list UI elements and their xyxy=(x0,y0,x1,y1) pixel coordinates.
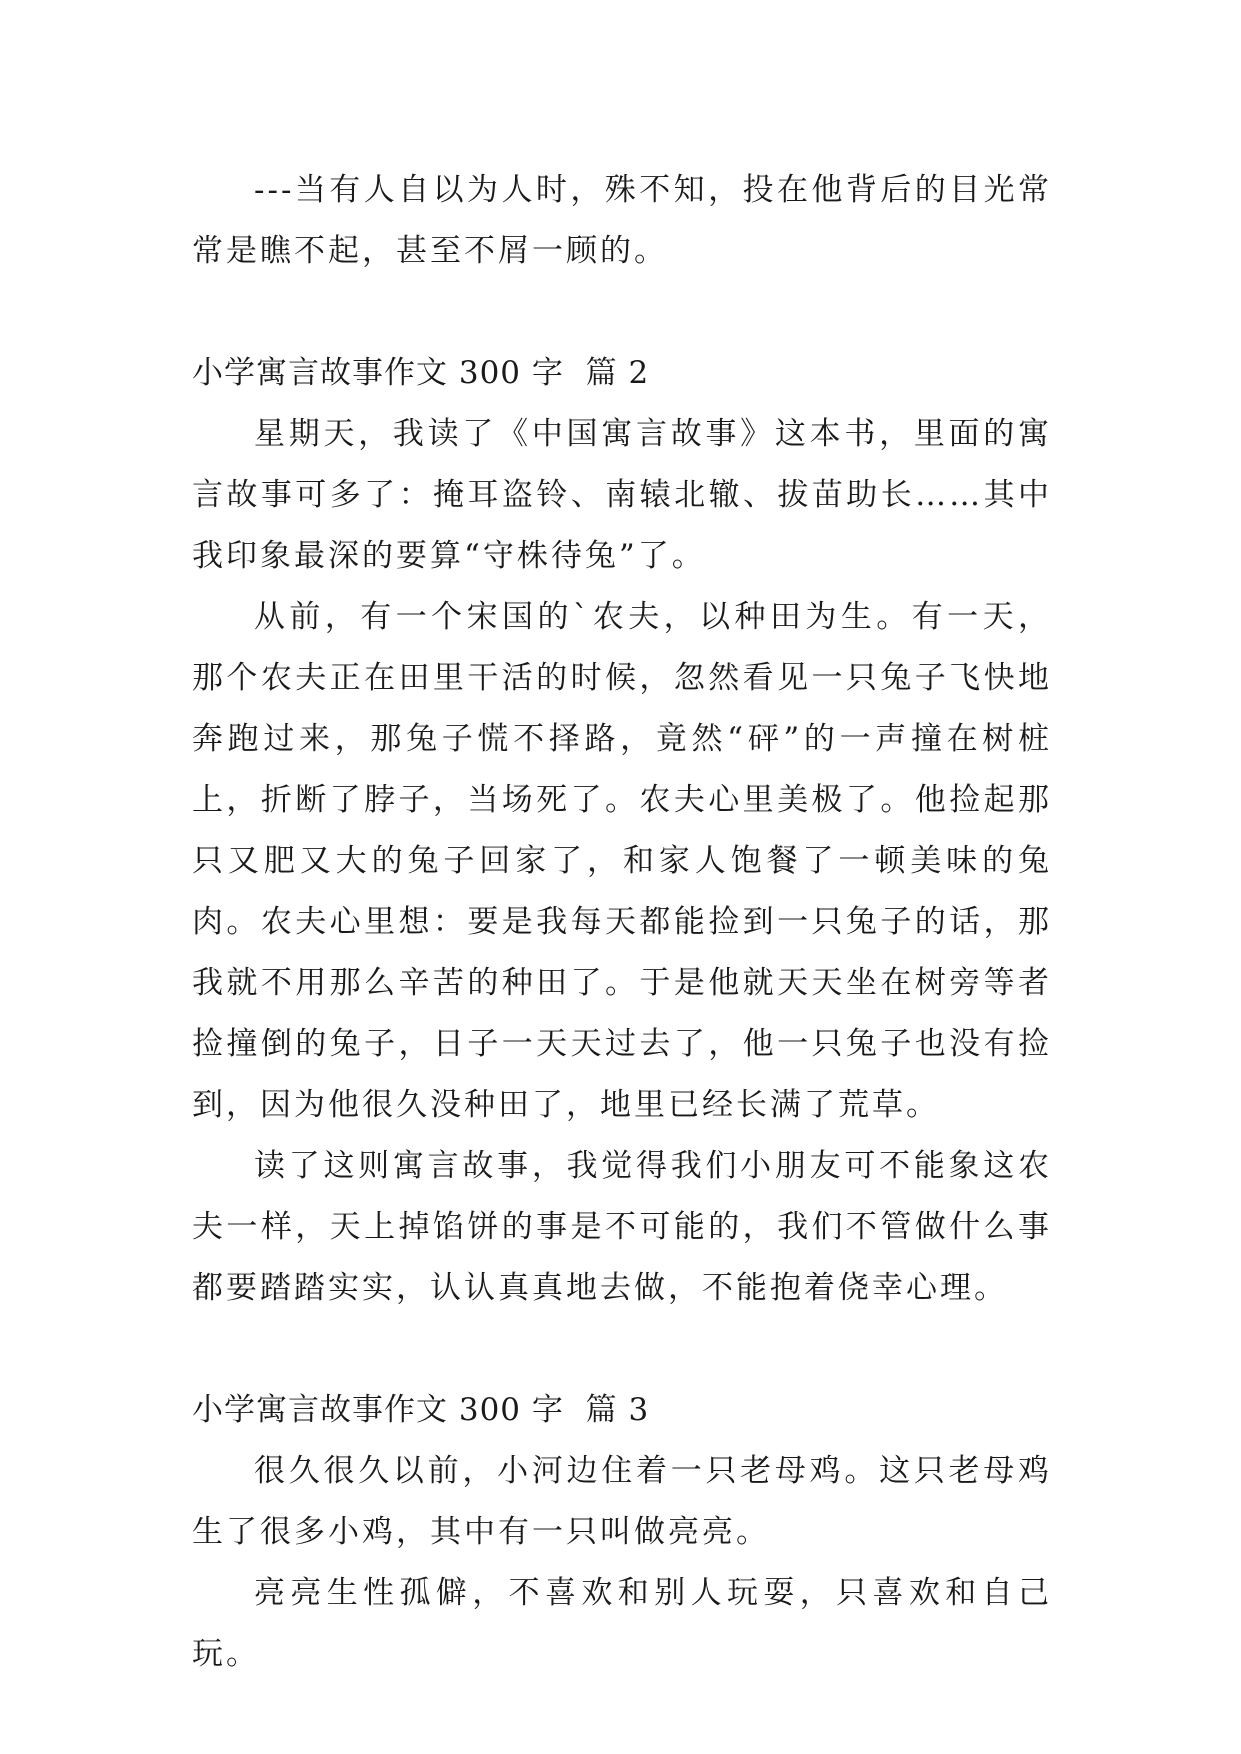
section-spacer xyxy=(192,282,1052,343)
section-spacer xyxy=(192,1319,1052,1380)
section-2-paragraph-2: 从前，有一个宋国的`农夫，以种田为生。有一天，那个农夫正在田里干活的时候，忽然看见一只兔子飞快地奔跑过来，那兔子慌不择路，竟然“砰”的一声撞在树桩上，折断了脖子，当场死了。农夫心里美极了。他捡起那只又肥又大的兔子回家了，和家人饱餐了一顿美味的兔肉。农夫心里想：要是我每天都能捡到一只兔子的话，那我就不用那么辛苦的种田了。于是他就天天坐在树旁等者捡撞倒的兔子，日子一天天过去了，他一只兔子也没有捡到，因为他很久没种田了，地里已经长满了荒草。 xyxy=(192,599,1052,1123)
section-3-heading: 小学寓言故事作文 300 字 篇 3 xyxy=(192,1392,650,1428)
section-3-paragraph-2: 亮亮生性孤僻，不喜欢和别人玩耍，只喜欢和自己玩。 xyxy=(192,1575,1052,1672)
section-2-heading: 小学寓言故事作文 300 字 篇 2 xyxy=(192,355,650,391)
section-2-paragraph-1: 星期天，我读了《中国寓言故事》这本书，里面的寓言故事可多了：掩耳盗铃、南辕北辙、拔苗助长……其中我印象最深的要算“守株待兔”了。 xyxy=(192,416,1052,574)
section-2-paragraph-3: 读了这则寓言故事，我觉得我们小朋友可不能象这农夫一样，天上掉馅饼的事是不可能的，我们不管做什么事都要踏踏实实，认认真真地去做，不能抱着侥幸心理。 xyxy=(192,1148,1052,1306)
section-3-paragraph-1: 很久很久以前，小河边住着一只老母鸡。这只老母鸡生了很多小鸡，其中有一只叫做亮亮。 xyxy=(192,1453,1052,1550)
document-page xyxy=(192,160,1052,1685)
intro-paragraph: ---当有人自以为人时，殊不知，投在他背后的目光常常是瞧不起，甚至不屑一顾的。 xyxy=(192,172,1052,269)
